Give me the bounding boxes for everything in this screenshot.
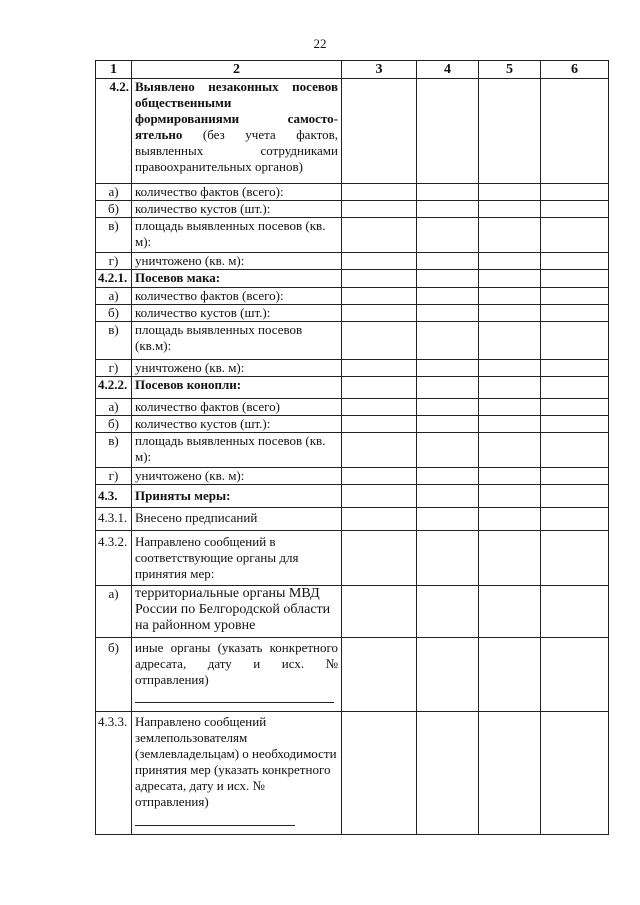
table-row bbox=[96, 184, 609, 201]
row-description: Внесено предписаний bbox=[132, 508, 342, 531]
cell-5 bbox=[479, 531, 541, 586]
cell-4 bbox=[417, 377, 479, 399]
cell-4 bbox=[417, 253, 479, 270]
cell-3 bbox=[342, 531, 417, 586]
table-row bbox=[96, 377, 609, 399]
cell-4 bbox=[417, 288, 479, 305]
cell-3 bbox=[342, 79, 417, 184]
cell-3 bbox=[342, 360, 417, 377]
cell-6 bbox=[541, 184, 609, 201]
cell-5 bbox=[479, 416, 541, 433]
cell-3 bbox=[342, 377, 417, 399]
table-row bbox=[96, 399, 609, 416]
cell-6 bbox=[541, 218, 609, 253]
row-description: количество кустов (шт.): bbox=[132, 416, 342, 433]
cell-6 bbox=[541, 712, 609, 835]
underline-blank bbox=[135, 813, 295, 826]
row-description: количество фактов (всего): bbox=[132, 288, 342, 305]
table-row bbox=[96, 433, 609, 468]
cell-6 bbox=[541, 586, 609, 638]
table-row bbox=[96, 218, 609, 253]
row-number: б) bbox=[96, 305, 132, 322]
cell-6 bbox=[541, 485, 609, 508]
row-description-cell bbox=[132, 712, 342, 835]
cell-5 bbox=[479, 184, 541, 201]
cell-6 bbox=[541, 468, 609, 485]
row-description: уничтожено (кв. м): bbox=[132, 360, 342, 377]
cell-6 bbox=[541, 433, 609, 468]
cell-3 bbox=[342, 322, 417, 360]
row-number: г) bbox=[96, 360, 132, 377]
cell-5 bbox=[479, 270, 541, 288]
cell-4 bbox=[417, 79, 479, 184]
table-row bbox=[96, 586, 609, 638]
row-number: а) bbox=[96, 288, 132, 305]
row-description: количество фактов (всего) bbox=[132, 399, 342, 416]
table-row bbox=[96, 416, 609, 433]
cell-5 bbox=[479, 377, 541, 399]
row-description: Приняты меры: bbox=[132, 485, 342, 508]
row-number: 4.2.2. bbox=[96, 377, 132, 399]
cell-3 bbox=[342, 485, 417, 508]
table-row bbox=[96, 253, 609, 270]
row-description: площадь выявленных посевов (кв. м): bbox=[132, 218, 342, 253]
cell-3 bbox=[342, 712, 417, 835]
cell-3 bbox=[342, 399, 417, 416]
cell-6 bbox=[541, 360, 609, 377]
table-row bbox=[96, 305, 609, 322]
row-number: 4.2. bbox=[96, 79, 132, 184]
table-row bbox=[96, 638, 609, 712]
cell-5 bbox=[479, 586, 541, 638]
cell-3 bbox=[342, 586, 417, 638]
cell-6 bbox=[541, 201, 609, 218]
cell-3 bbox=[342, 201, 417, 218]
cell-4 bbox=[417, 531, 479, 586]
table-row bbox=[96, 712, 609, 835]
cell-5 bbox=[479, 218, 541, 253]
row-description: Направлено сообщений в соответствующие органы для принятия мер: bbox=[132, 531, 342, 586]
cell-4 bbox=[417, 184, 479, 201]
table-row bbox=[96, 468, 609, 485]
cell-5 bbox=[479, 288, 541, 305]
row-description: площадь выявленных посевов (кв. м): bbox=[132, 433, 342, 468]
cell-6 bbox=[541, 305, 609, 322]
cell-4 bbox=[417, 508, 479, 531]
cell-5 bbox=[479, 638, 541, 712]
header-col-1: 1 bbox=[96, 61, 132, 79]
row-number: б) bbox=[96, 416, 132, 433]
cell-4 bbox=[417, 270, 479, 288]
row-description: территориальные органы МВД России по Белгородской области на районном уровне bbox=[132, 586, 342, 638]
cell-5 bbox=[479, 485, 541, 508]
cell-6 bbox=[541, 399, 609, 416]
cell-3 bbox=[342, 218, 417, 253]
row-description bbox=[132, 79, 342, 184]
cell-6 bbox=[541, 416, 609, 433]
row-description: уничтожено (кв. м): bbox=[132, 253, 342, 270]
row-number: а) bbox=[96, 184, 132, 201]
row-number: а) bbox=[96, 399, 132, 416]
page-number: 22 bbox=[313, 36, 327, 51]
cell-5 bbox=[479, 322, 541, 360]
row-description: площадь выявленных посевов (кв.м): bbox=[132, 322, 342, 360]
cell-4 bbox=[417, 586, 479, 638]
row-number: а) bbox=[96, 586, 132, 638]
table-row bbox=[96, 360, 609, 377]
row-number: б) bbox=[96, 201, 132, 218]
cell-5 bbox=[479, 468, 541, 485]
cell-6 bbox=[541, 253, 609, 270]
cell-3 bbox=[342, 433, 417, 468]
cell-5 bbox=[479, 508, 541, 531]
cell-3 bbox=[342, 638, 417, 712]
header-col-2: 2 bbox=[132, 61, 342, 79]
row-description-bold: Выявлено незаконных посевов общественными формированиями самосто-ятельно bbox=[135, 79, 338, 142]
header-row bbox=[96, 61, 609, 79]
table-row bbox=[96, 201, 609, 218]
row-description: Посевов мака: bbox=[132, 270, 342, 288]
row-description-cell bbox=[132, 638, 342, 712]
cell-4 bbox=[417, 399, 479, 416]
row-description: количество фактов (всего): bbox=[132, 184, 342, 201]
cell-4 bbox=[417, 485, 479, 508]
row-number: 4.2.1. bbox=[96, 270, 132, 288]
row-description: иные органы (указать конкретного адресата, дату и исх. № отправления) bbox=[135, 640, 338, 687]
cell-4 bbox=[417, 201, 479, 218]
header-col-6: 6 bbox=[541, 61, 609, 79]
table-row bbox=[96, 288, 609, 305]
row-number: в) bbox=[96, 433, 132, 468]
cell-6 bbox=[541, 377, 609, 399]
header-col-3: 3 bbox=[342, 61, 417, 79]
cell-5 bbox=[479, 79, 541, 184]
row-number: в) bbox=[96, 218, 132, 253]
cell-5 bbox=[479, 399, 541, 416]
row-description: Посевов конопли: bbox=[132, 377, 342, 399]
cell-6 bbox=[541, 79, 609, 184]
row-description-normal: (без учета фактов, выявленных сотрудниками правоохранительных органов) bbox=[135, 127, 338, 174]
cell-4 bbox=[417, 305, 479, 322]
cell-5 bbox=[479, 433, 541, 468]
cell-6 bbox=[541, 638, 609, 712]
cell-5 bbox=[479, 360, 541, 377]
cell-5 bbox=[479, 712, 541, 835]
header-col-5: 5 bbox=[479, 61, 541, 79]
cell-4 bbox=[417, 638, 479, 712]
cell-4 bbox=[417, 416, 479, 433]
table-row bbox=[96, 79, 609, 184]
table-row bbox=[96, 270, 609, 288]
underline-blank bbox=[135, 688, 334, 703]
row-number: г) bbox=[96, 468, 132, 485]
cell-6 bbox=[541, 288, 609, 305]
row-number: 4.3.2. bbox=[96, 531, 132, 586]
cell-4 bbox=[417, 712, 479, 835]
row-description: Направлено сообщений землепользователям (землевладельцам) о необходимости принятия мер (указать конкретного адресата, дату и исх. № отправления) bbox=[135, 714, 337, 809]
cell-3 bbox=[342, 305, 417, 322]
table-row bbox=[96, 322, 609, 360]
cell-3 bbox=[342, 253, 417, 270]
report-table bbox=[95, 60, 609, 835]
row-number: 4.3.3. bbox=[96, 712, 132, 835]
table-row bbox=[96, 508, 609, 531]
cell-4 bbox=[417, 322, 479, 360]
row-number: 4.3.1. bbox=[96, 508, 132, 531]
row-number: 4.3. bbox=[96, 485, 132, 508]
table-row bbox=[96, 485, 609, 508]
cell-4 bbox=[417, 218, 479, 253]
table-row bbox=[96, 531, 609, 586]
cell-6 bbox=[541, 508, 609, 531]
cell-3 bbox=[342, 508, 417, 531]
cell-4 bbox=[417, 433, 479, 468]
cell-6 bbox=[541, 531, 609, 586]
row-description: уничтожено (кв. м): bbox=[132, 468, 342, 485]
cell-3 bbox=[342, 416, 417, 433]
cell-3 bbox=[342, 184, 417, 201]
cell-5 bbox=[479, 201, 541, 218]
row-number: б) bbox=[96, 638, 132, 712]
row-number: г) bbox=[96, 253, 132, 270]
row-number: в) bbox=[96, 322, 132, 360]
row-description: количество кустов (шт.): bbox=[132, 305, 342, 322]
row-description: количество кустов (шт.): bbox=[132, 201, 342, 218]
cell-3 bbox=[342, 270, 417, 288]
cell-6 bbox=[541, 270, 609, 288]
cell-3 bbox=[342, 468, 417, 485]
cell-3 bbox=[342, 288, 417, 305]
cell-6 bbox=[541, 322, 609, 360]
cell-4 bbox=[417, 360, 479, 377]
cell-5 bbox=[479, 305, 541, 322]
cell-4 bbox=[417, 468, 479, 485]
cell-5 bbox=[479, 253, 541, 270]
header-col-4: 4 bbox=[417, 61, 479, 79]
